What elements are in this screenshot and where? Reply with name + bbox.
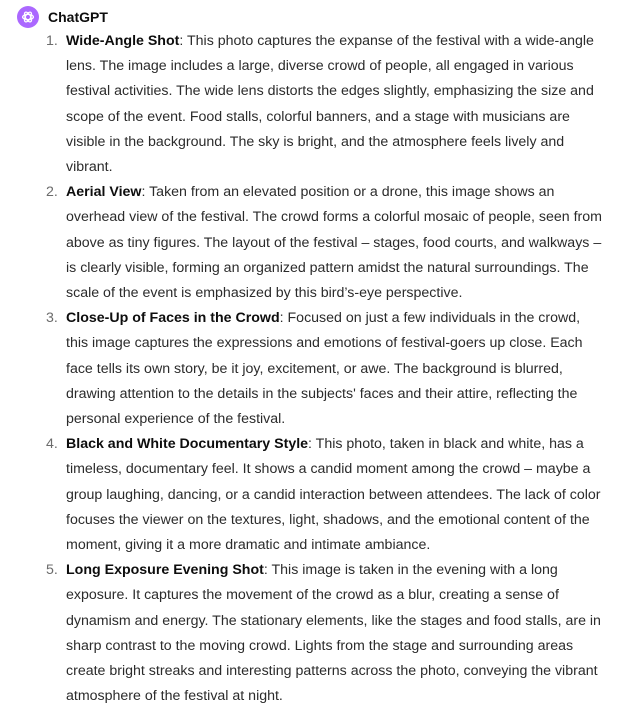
list-item-number: 2. xyxy=(46,184,58,201)
avatar xyxy=(17,6,39,28)
list-item xyxy=(0,432,618,558)
list-item xyxy=(0,558,618,709)
list-item-title: Long Exposure Evening Shot xyxy=(66,562,264,579)
list-item-title: Aerial View xyxy=(66,184,142,201)
list-item-text: : Taken from an elevated position or a drone, this image shows an overhead view of the festival. The crowd forms a colorful mosaic of people, seen from above as tiny figures. The layout of the festival – stages, food courts, and walkways – is clearly visible, forming an organized pattern amidst the natural surroundings. The scale of the event is emphasized by this bird’s-eye perspective. xyxy=(66,184,602,302)
list-item-number: 3. xyxy=(46,310,58,327)
list-item-title: Close-Up of Faces in the Crowd xyxy=(66,310,280,327)
list-item-number: 1. xyxy=(46,33,58,49)
message-header xyxy=(17,6,108,28)
list-item-number: 4. xyxy=(46,436,58,453)
response-list xyxy=(0,29,618,709)
openai-logo-icon xyxy=(17,6,39,28)
list-item xyxy=(0,29,618,180)
list-item-number: 5. xyxy=(46,562,58,579)
list-item-text: : Focused on just a few individuals in the crowd, this image captures the expressions and emotions of festival-goers up close. Each face tells its own story, be it joy, excitement, or awe. The background is blurred, drawing attention to the details in the subjects' faces and their attire, reflecting the personal experience of the festival. xyxy=(66,310,583,428)
list-item-text: : This photo, taken in black and white, has a timeless, documentary feel. It shows a candid moment among the crowd – maybe a group laughing, dancing, or a candid interaction between attendees. The lack of color focuses the viewer on the textures, light, shadows, and the emotional content of the moment, giving it a more dramatic and intimate ambiance. xyxy=(66,436,601,554)
list-item-text: : This image is taken in the evening with a long exposure. It captures the movement of the crowd as a blur, creating a sense of dynamism and energy. The stationary elements, like the stages and food stalls, are in sharp contrast to the moving crowd. Lights from the stage and surrounding areas create bright streaks and interesting patterns across the photo, conveying the vibrant atmosphere of the festival at night. xyxy=(66,562,601,705)
author-name: ChatGPT xyxy=(48,9,108,25)
list-item-title: Wide-Angle Shot xyxy=(66,33,180,49)
list-item-title: Black and White Documentary Style xyxy=(66,436,309,453)
list-item xyxy=(0,306,618,432)
list-item xyxy=(0,180,618,306)
avatar-background xyxy=(17,6,39,28)
list-item-text: : This photo captures the expanse of the festival with a wide-angle lens. The image includes a large, diverse crowd of people, all engaged in various festival activities. The wide lens distorts the edges slightly, emphasizing the size and scope of the event. Food stalls, colorful banners, and a stage with musicians are visible in the background. The sky is bright, and the atmosphere feels lively and vibrant. xyxy=(66,33,594,176)
